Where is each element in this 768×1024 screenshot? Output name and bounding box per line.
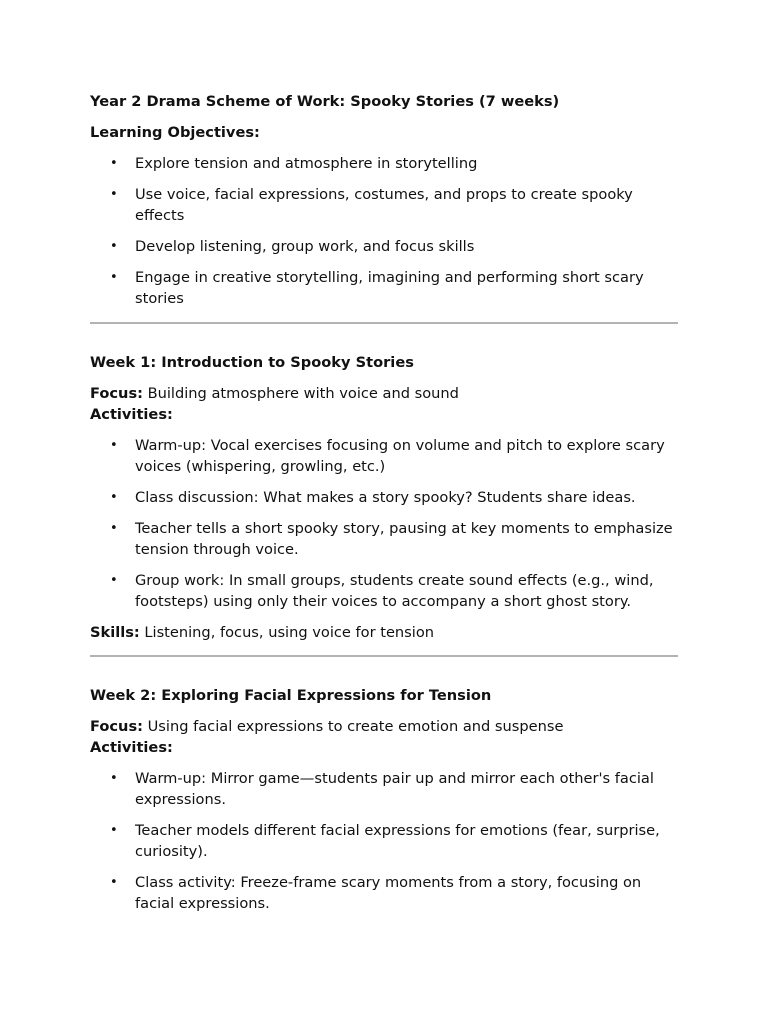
list-item-text: Warm-up: Vocal exercises focusing on volume and pitch to explore scary voices (whispering, growling, etc.) [135,437,665,475]
list-item [90,267,680,309]
week-1-skills [90,622,680,643]
bullet-icon: • [110,823,118,838]
week-1-activities-label: Activities: [90,406,173,423]
list-item [90,184,680,226]
week-2-focus [90,716,680,737]
bullet-icon: • [110,239,118,254]
bullet-icon: • [110,490,118,505]
week-2-heading: Week 2: Exploring Facial Expressions for Tension [90,687,492,704]
focus-label: Focus: [90,718,143,735]
list-item [90,435,680,477]
list-item [90,872,680,914]
bullet-icon: • [110,438,118,453]
week-1-focus [90,383,680,404]
list-item [90,518,680,560]
list-item-text: Teacher models different facial expressions for emotions (fear, surprise, curiosity). [135,822,660,860]
focus-text: Building atmosphere with voice and sound [142,385,459,402]
bullet-icon: • [110,521,118,536]
list-item-text: Class discussion: What makes a story spooky? Students share ideas. [135,489,636,506]
list-item-text: Warm-up: Mirror game—students pair up and mirror each other's facial expressions. [135,770,654,808]
focus-label: Focus: [90,385,143,402]
learning-objectives-list [90,153,680,309]
bullet-icon: • [110,573,118,588]
list-item [90,768,680,810]
list-item-text: Teacher tells a short spooky story, pausing at key moments to emphasize tension through voice. [135,520,673,558]
list-item-text: Group work: In small groups, students create sound effects (e.g., wind, footsteps) using only their voices to accompany a short ghost story. [135,572,654,610]
skills-text: Listening, focus, using voice for tension [139,624,435,641]
section-divider [90,322,678,324]
list-item-text: Explore tension and atmosphere in storytelling [135,155,478,172]
bullet-icon: • [110,156,118,171]
week-2-activities-list [90,768,680,914]
bullet-icon: • [110,270,118,285]
list-item [90,236,680,257]
week-2-activities-label: Activities: [90,739,173,756]
list-item [90,153,680,174]
list-item [90,820,680,862]
list-item-text: Engage in creative storytelling, imagining and performing short scary stories [135,269,644,307]
bullet-icon: • [110,187,118,202]
focus-text: Using facial expressions to create emotion and suspense [142,718,564,735]
document-content [90,91,680,924]
list-item-text: Class activity: Freeze-frame scary moments from a story, focusing on facial expressions. [135,874,642,912]
week-1-activities-list [90,435,680,612]
learning-objectives-heading: Learning Objectives: [90,124,260,141]
bullet-icon: • [110,771,118,786]
section-divider [90,655,678,657]
list-item [90,487,680,508]
week-1-heading: Week 1: Introduction to Spooky Stories [90,354,414,371]
skills-label: Skills: [90,624,140,641]
list-item-text: Develop listening, group work, and focus skills [135,238,475,255]
bullet-icon: • [110,875,118,890]
list-item-text: Use voice, facial expressions, costumes, and props to create spooky effects [135,186,633,224]
list-item [90,570,680,612]
document-title: Year 2 Drama Scheme of Work: Spooky Stories (7 weeks) [90,93,560,110]
